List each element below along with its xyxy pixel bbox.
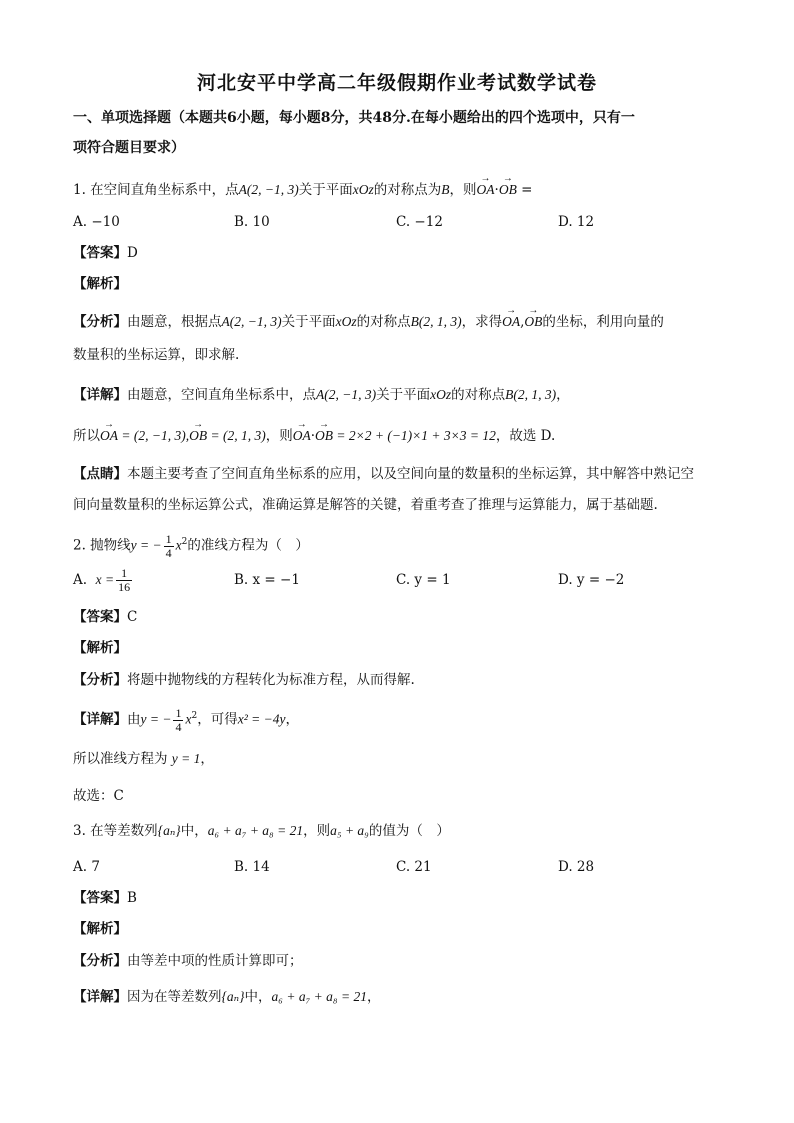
q3-option-c: C. 21 [396,859,432,875]
q2-fenxi: 【分析】将题中抛物线的方程转化为标准方程，从而得解. [73,672,415,688]
q2-answer: 【答案】C [73,609,138,625]
q1-calculation: 所以→ OA = (2, −1, 3),→ OB = (2, 1, 3)，则→ OA·→ OB = 2×2 + (−1)×1 + 3×3 = 12，故选 D. [73,426,555,446]
q1-stem: 1. 在空间直角坐标系中，点A(2, −1, 3)关于平面xOz的对称点为B，则→ OA·→ OB = [73,180,532,200]
q2-choose: 故选：C [73,788,124,804]
vector-ob: → OB [499,180,517,200]
section-heading-line1: 一、单项选择题（本题共6小题，每小题8分，共48分.在每小题给出的四个选项中，只有一 [73,110,635,126]
q3-stem: 3. 在等差数列{aₙ}中，a₆ + a₇ + a₈ = 21，则a₅ + a₉的值为（ ） [73,823,450,839]
q2-option-a: A. x = $\frac{1}{16}$ [73,566,131,594]
q3-option-a: A. 7 [73,859,100,875]
fraction: $\frac{1}{4}$ [165,531,172,560]
q2-option-b: B. x = −1 [234,572,300,588]
q1-xiangjie: 【详解】由题意，空间直角坐标系中，点A(2, −1, 3)关于平面xOz的对称点B(2, 1, 3)， [73,387,570,403]
q2-xiangjie: 【详解】由y = − $\frac{1}{4}$ $x^2$，可得x² = −4y， [73,705,299,734]
q2-directrix: 所以准线方程为 y = 1， [73,751,214,767]
q1-option-a: A. −10 [73,214,120,230]
q2-option-d: D. y = −2 [558,572,625,588]
page-title: 河北安平中学高二年级假期作业考试数学试卷 [196,72,597,94]
q1-fenxi: 【分析】由题意，根据点A(2, −1, 3)关于平面xOz的对称点B(2, 1, 3)，求得→ OA,→ OB的坐标，利用向量的 [73,312,664,332]
q1-option-b: B. 10 [234,214,270,230]
q3-option-d: D. 28 [558,859,595,875]
section-heading-line2: 项符合题目要求） [73,140,185,156]
q1-dianjing: 【点睛】本题主要考查了空间直角坐标系的应用，以及空间向量的数量积的坐标运算，其中解答中熟记空 [73,466,694,482]
q1-fenxi-line2: 数量积的坐标运算，即求解. [73,347,240,363]
q1-answer: 【答案】D [73,245,138,261]
q1-dianjing-line2: 间向量数量积的坐标运算公式，准确运算是解答的关键，着重考查了推理与运算能力，属于基础题. [73,497,658,513]
q3-xiangjie: 【详解】因为在等差数列{aₙ}中，a₆ + a₇ + a₈ = 21， [73,989,381,1005]
q1-analysis-label: 【解析】 [73,276,127,292]
q2-option-c: C. y = 1 [396,572,451,588]
q3-fenxi: 【分析】由等差中项的性质计算即可； [73,953,303,969]
q2-analysis-label: 【解析】 [73,640,127,656]
q2-stem: 2. 抛物线y = − $\frac{1}{4}$ $x^2$的准线方程为（ ） [73,531,309,560]
q3-option-b: B. 14 [234,859,270,875]
q3-analysis-label: 【解析】 [73,921,127,937]
q1-option-c: C. −12 [396,214,443,230]
q3-answer: 【答案】B [73,890,137,906]
q1-option-d: D. 12 [558,214,595,230]
vector-oa: → OA [477,180,495,200]
